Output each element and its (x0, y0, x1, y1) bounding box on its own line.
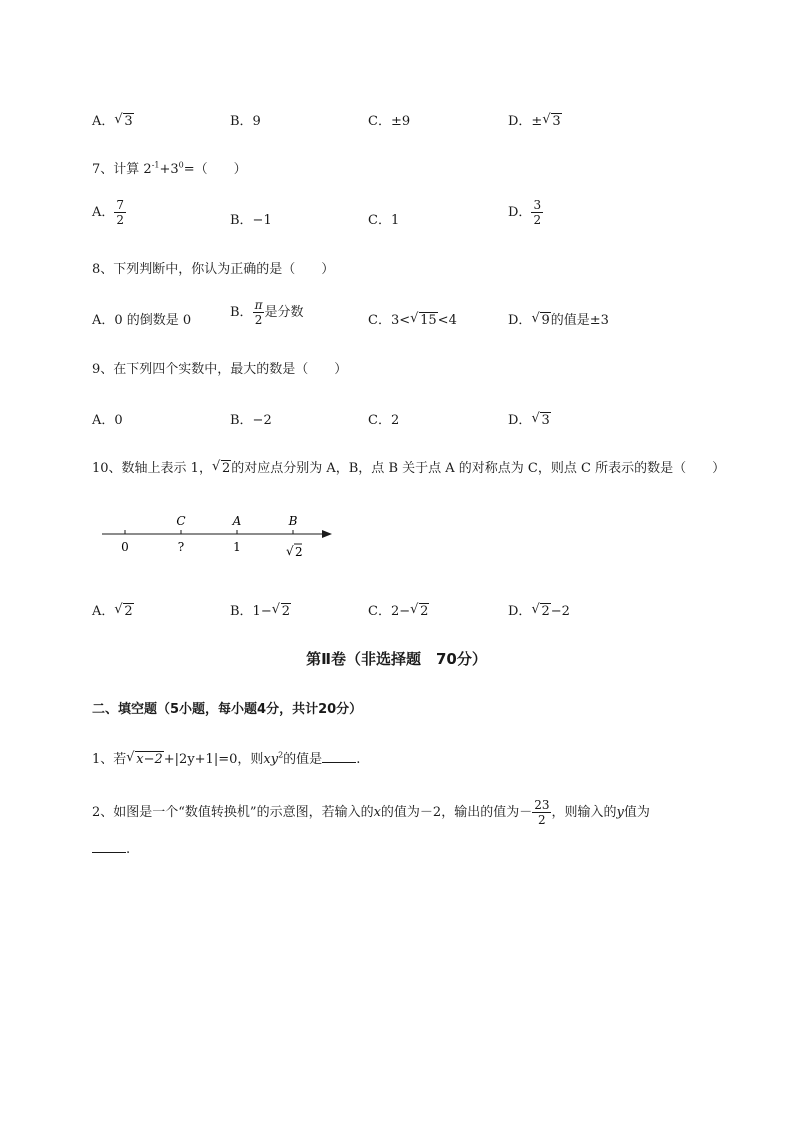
q6-option-c: C．±9 (368, 114, 411, 129)
q9-option-d: D． √ 3 (508, 411, 550, 428)
answer-blank[interactable] (322, 752, 356, 763)
sqrt-symbol: √ 15 (410, 311, 437, 328)
q6-option-b: B．9 (230, 114, 261, 129)
q7-option-d: D． $\frac{3}{2}$ (508, 198, 542, 227)
tick-label-a: 1 (233, 540, 241, 554)
q7-option-b: B．−1 (230, 213, 272, 228)
sqrt-symbol: √ 2 (211, 459, 231, 476)
q9-option-b: B．−2 (230, 413, 272, 428)
q6-option-a: A． √ 3 (92, 112, 133, 129)
fraction: $\frac{7}{2}$ (116, 198, 125, 227)
q8-option-d: D． √ 9的值是±3 (508, 311, 609, 328)
tick-label-c: ? (177, 540, 185, 554)
number-line-figure (98, 508, 338, 564)
sqrt-symbol: √ 2 (410, 602, 429, 619)
sqrt-symbol: √ x−2 (126, 750, 163, 767)
q9-option-a: A．0 (92, 413, 123, 428)
q10-option-a: A． √ 2 (92, 602, 133, 619)
sqrt-symbol: √ 2 (531, 602, 550, 619)
point-label-b: B (288, 514, 298, 528)
fraction: $\frac{\pi}{2}$ (254, 298, 263, 327)
answer-blank[interactable] (92, 842, 126, 853)
fill-question-2: 2、如图是一个“数值转换机”的示意图，若输入的x的值为－2，输出的值为－ $\frac{23}{2}$ ，则输入的y值为 (92, 798, 650, 827)
question-8-stem: 8、下列判断中，你认为正确的是（ ） (92, 262, 335, 277)
point-label-a: A (232, 514, 242, 528)
tick-label-b: 2 (295, 545, 303, 559)
q10-option-d: D． √ 2−2 (508, 602, 570, 619)
fraction: $\frac{3}{2}$ (533, 198, 542, 227)
fraction: $\frac{23}{2}$ (534, 798, 550, 827)
q8-option-c: C．3< √ 15<4 (368, 311, 457, 328)
sqrt-symbol: √ 3 (114, 112, 133, 129)
fill-question-2-blank-line: . (92, 842, 130, 857)
sqrt-symbol: √ 9 (531, 311, 550, 328)
q8-option-a: A．0 的倒数是 0 (92, 313, 192, 328)
section-title: 第Ⅱ卷（非选择题 70分） (306, 650, 487, 668)
sqrt-symbol: √ 3 (531, 411, 550, 428)
q9-option-c: C．2 (368, 413, 400, 428)
q7-option-c: C．1 (368, 213, 400, 228)
question-7-stem: 7、计算 $2^{-1}+3^0=$（ ） (92, 160, 247, 177)
q10-option-b: B．1− √ 2 (230, 602, 290, 619)
q10-option-c: C．2− √ 2 (368, 602, 429, 619)
section-subtitle: 二、填空题（5小题，每小题4分，共计20分） (92, 702, 363, 717)
sqrt-symbol: √ (286, 544, 294, 558)
question-10-stem: 10、数轴上表示 1， √ 2的对应点分别为 A，B，点 B 关于点 A 的对称点为 C，则点 C 所表示的数是（ ） (92, 459, 726, 476)
question-9-stem: 9、在下列四个实数中，最大的数是（ ） (92, 362, 348, 377)
arrow-head-icon (322, 530, 332, 538)
fill-question-1: 1、若 √ x−2+|2y+1|=0，则$xy^2$的值是 . (92, 750, 361, 767)
tick-label-0: 0 (121, 540, 129, 554)
sqrt-symbol: √ 2 (271, 602, 290, 619)
q6-option-d: D．± √ 3 (508, 112, 561, 129)
sqrt-symbol: √ 3 (542, 112, 561, 129)
sqrt-symbol: √ 2 (114, 602, 133, 619)
q8-option-b: B． $\frac{\pi}{2}$ 是分数 (230, 298, 304, 327)
q7-option-a: A． $\frac{7}{2}$ (92, 198, 125, 227)
point-label-c: C (176, 514, 186, 528)
